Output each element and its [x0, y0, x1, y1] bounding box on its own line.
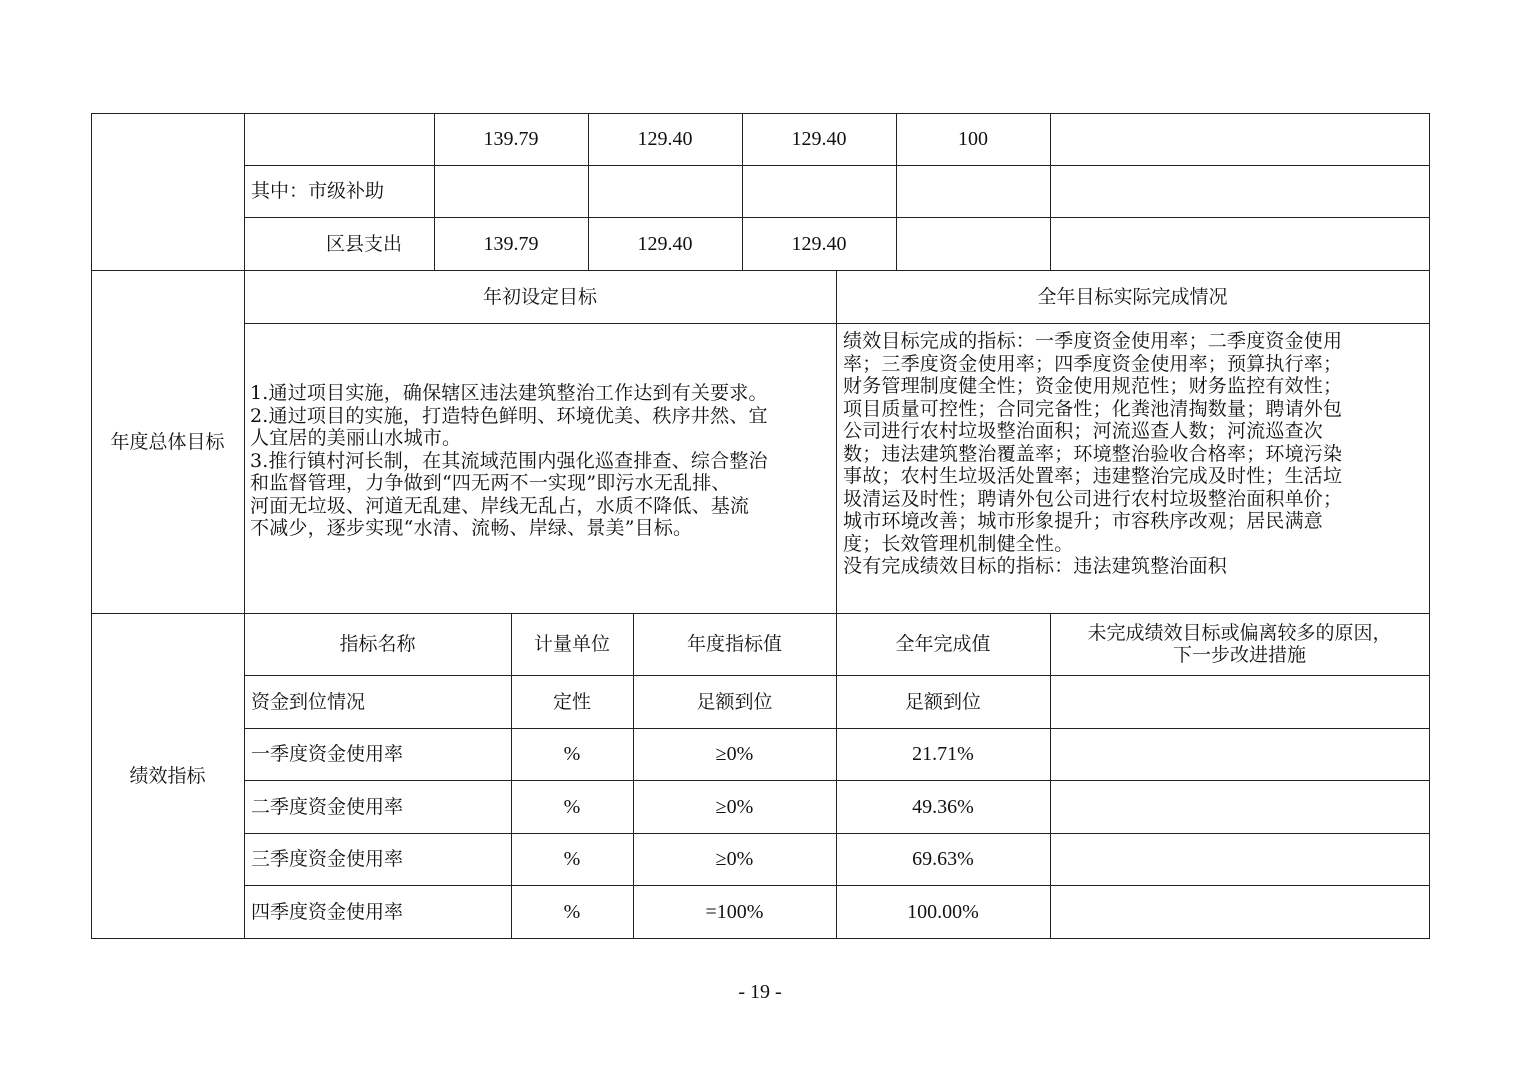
actual-goal-line: 数；违法建筑整治覆盖率；环境整治验收合格率；环境污染 — [843, 442, 1343, 465]
budget-cell — [1050, 113, 1429, 165]
header-reason-line: 下一步改进措施 — [1172, 644, 1306, 666]
indicator-reason — [1050, 780, 1429, 833]
set-goal-line: 2.通过项目的实施，打造特色鲜明、环境优美、秩序井然、宜 — [250, 404, 768, 427]
actual-goal-line: 城市环境改善；城市形象提升；市容秩序改观；居民满意 — [843, 510, 1324, 532]
set-goal-line: 人宜居的美丽山水城市。 — [250, 427, 462, 449]
set-goal-header: 年初设定目标 — [482, 285, 597, 308]
indicator-unit: % — [563, 795, 581, 818]
actual-goal-text — [843, 330, 1342, 578]
budget-cell: 100 — [958, 128, 988, 150]
indicator-name: 四季度资金使用率 — [251, 900, 404, 923]
indicator-actual: 足额到位 — [904, 690, 981, 713]
indicator-target: ≥0% — [715, 795, 754, 818]
set-goal-text — [250, 382, 768, 540]
actual-goal-line: 度；长效管理机制健全性。 — [843, 532, 1074, 555]
indicator-target: 足额到位 — [696, 690, 773, 713]
actual-goal-line: 项目质量可控性；合同完备性；化粪池清掏数量；聘请外包 — [843, 397, 1343, 420]
set-goal-line: 3.推行镇村河长制，在其流域范围内强化巡查排查、综合整治 — [250, 449, 768, 472]
actual-goal-line: 财务管理制度健全性；资金使用规范性；财务监控有效性； — [843, 375, 1343, 397]
indicator-reason — [1050, 885, 1429, 938]
budget-cell — [1050, 165, 1429, 217]
indicator-actual: 100.00% — [907, 900, 979, 923]
annual-goal-label: 年度总体目标 — [110, 430, 225, 453]
actual-goal-header: 全年目标实际完成情况 — [1037, 285, 1228, 308]
actual-goal-line: 没有完成绩效目标的指标：违法建筑整治面积 — [843, 555, 1228, 577]
indicator-actual: 69.63% — [912, 848, 974, 870]
budget-row-label: 其中：市级补助 — [251, 180, 385, 202]
indicator-name: 资金到位情况 — [251, 690, 366, 713]
budget-cell — [1050, 217, 1429, 270]
actual-goal-line: 事故；农村生垃圾活处置率；违建整治完成及时性；生活垃 — [843, 465, 1343, 487]
budget-cell: 129.40 — [791, 128, 847, 150]
indicator-actual: 21.71% — [912, 743, 974, 765]
indicator-reason — [1050, 833, 1429, 885]
budget-cell — [896, 217, 1050, 270]
performance-label: 绩效指标 — [129, 764, 206, 787]
set-goal-line: 和监督管理，力争做到“四无两不一实现”即污水无乱排、 — [250, 472, 731, 494]
header-indicator-name: 指标名称 — [339, 633, 416, 655]
set-goal-line: 河面无垃圾、河道无乱建、岸线无乱占，水质不降低、基流 — [250, 494, 750, 517]
budget-cell: 129.40 — [637, 232, 693, 255]
header-reason-line: 未完成绩效目标或偏离较多的原因， — [1087, 622, 1392, 644]
actual-goal-line: 绩效目标完成的指标：一季度资金使用率；二季度资金使用 — [843, 330, 1343, 352]
budget-row-label: 区县支出 — [325, 232, 402, 255]
budget-cell: 129.40 — [637, 128, 693, 150]
budget-cell — [434, 165, 588, 217]
indicator-reason — [1050, 728, 1429, 780]
indicator-target: =100% — [705, 900, 764, 923]
indicator-unit: 定性 — [552, 690, 591, 713]
indicator-reason — [1050, 675, 1429, 728]
budget-cell: 129.40 — [791, 232, 847, 255]
set-goal-line: 不减少，逐步实现“水清、流畅、岸绿、景美”目标。 — [250, 517, 693, 539]
indicator-unit: % — [563, 900, 581, 923]
page-number: - 19 - — [738, 981, 782, 1003]
budget-cell — [588, 165, 742, 217]
budget-cell: 139.79 — [483, 232, 539, 255]
indicator-unit: % — [563, 743, 581, 765]
indicator-target: ≥0% — [715, 848, 754, 870]
actual-goal-line: 圾清运及时性；聘请外包公司进行农村垃圾整治面积单价； — [843, 487, 1343, 510]
indicator-target: ≥0% — [715, 743, 754, 765]
header-actual: 全年完成值 — [895, 633, 991, 655]
budget-row-label — [244, 113, 434, 165]
indicator-actual: 49.36% — [912, 795, 974, 818]
header-target: 年度指标值 — [686, 633, 782, 655]
set-goal-line: 1.通过项目实施，确保辖区违法建筑整治工作达到有关要求。 — [250, 382, 768, 404]
indicator-name: 三季度资金使用率 — [251, 848, 404, 870]
budget-cell — [896, 165, 1050, 217]
header-reason — [1050, 613, 1429, 675]
header-unit: 计量单位 — [533, 633, 610, 655]
budget-cell: 139.79 — [483, 128, 539, 150]
indicator-unit: % — [563, 848, 581, 870]
budget-cell — [742, 165, 896, 217]
indicator-name: 一季度资金使用率 — [251, 743, 404, 765]
indicator-name: 二季度资金使用率 — [251, 795, 404, 818]
actual-goal-line: 公司进行农村垃圾整治面积；河流巡查人数；河流巡查次 — [843, 420, 1324, 442]
actual-goal-line: 率；三季度资金使用率；四季度资金使用率；预算执行率； — [843, 352, 1343, 375]
